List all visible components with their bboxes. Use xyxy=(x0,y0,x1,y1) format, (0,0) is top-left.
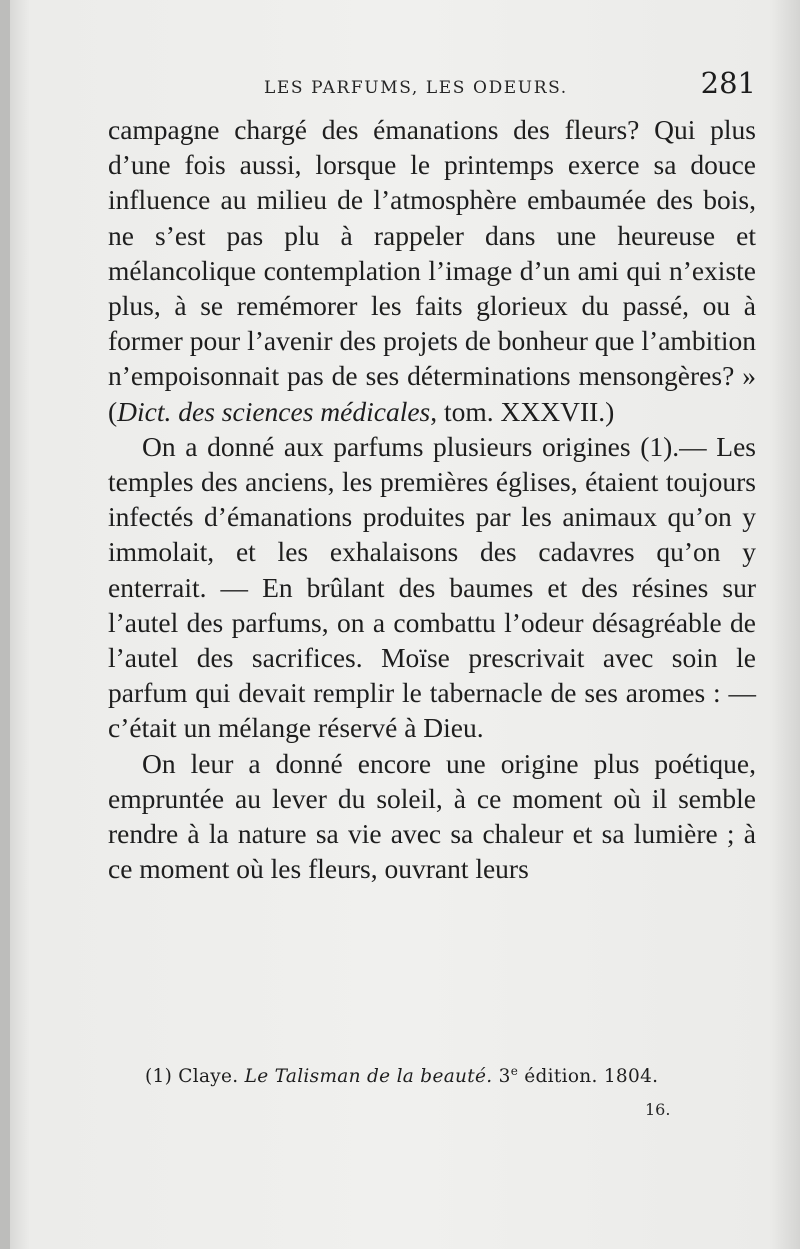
paragraph-poetic-origin xyxy=(108,746,756,887)
citation-volume: , tom. XXXVII.) xyxy=(430,395,615,427)
running-title: LES PARFUMS, LES ODEURS. xyxy=(264,78,568,98)
footnote-title: Le Talisman de la beauté. xyxy=(244,1066,493,1087)
footnote xyxy=(145,1063,659,1087)
page-number: 281 xyxy=(700,66,756,100)
paragraph3-text: On leur a donné encore une origine plus poétique, empruntée au lever du soleil, à ce moment où il semble rendre à la nature sa vie avec sa chaleur et sa lumière ; à ce moment où les fleurs, ouvrant leurs xyxy=(108,747,756,885)
page-header xyxy=(108,66,756,106)
paragraph2-text: On a donné aux parfums plusieurs origines (1).— Les temples des anciens, les premières églises, étaient toujours infectés d’émanations produites par les animaux qu’on y immolait, et les exhalaisons des cadavres qu’on y enterrait. — En brûlant des baumes et des résines sur l’autel des parfums, on a combattu l’odeur désagréable de l’autel des sacrifices. Moïse prescrivait avec soin le parfum qui devait remplir le tabernacle de ses aromes : — c’était un mélange réservé à Dieu. xyxy=(108,430,756,744)
paragraph-continued xyxy=(108,112,756,429)
footnote-edition: édition. 1804. xyxy=(524,1066,659,1087)
citation-title: Dict. des sciences médicales xyxy=(117,395,431,427)
gutter-shadow xyxy=(0,0,10,1249)
signature-mark: 16. xyxy=(645,1100,671,1119)
footnote-marker: (1) xyxy=(145,1066,173,1087)
footnote-author: Claye. xyxy=(178,1066,239,1087)
footnote-edition-number: 3 xyxy=(498,1066,511,1087)
footnote-edition-sup: e xyxy=(510,1063,519,1078)
paragraph-origins xyxy=(108,429,756,746)
paragraph1-text: campagne chargé des émanations des fleurs? Qui plus d’une fois aussi, lorsque le printemps exerce sa douce influence au milieu de l’atmosphère embaumée des bois, ne s’est pas plu à rappeler dans une heureuse et mélancolique contemplation l’image d’un ami qui n’existe plus, à se remémorer les faits glorieux du passé, ou à former pour l’avenir des projets de bonheur que l’ambition n’empoisonnait pas de ses déterminations mensongères? » ( xyxy=(108,114,756,427)
body-text xyxy=(108,112,756,886)
